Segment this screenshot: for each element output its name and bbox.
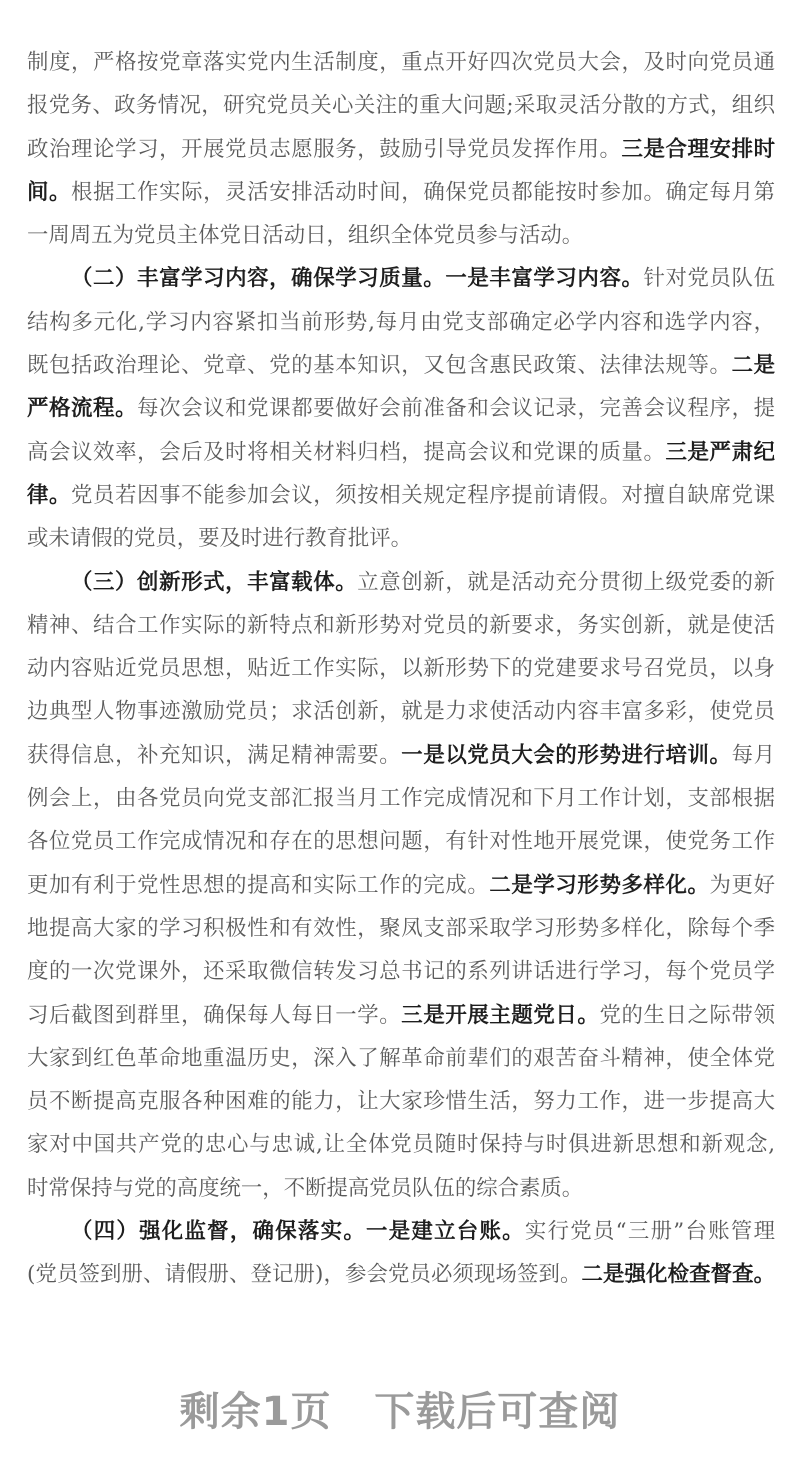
body-text: 每次会议和党课都要做好会前准备和会议记录，完善会议程序，提 [137, 396, 775, 422]
paragraph-3-line [27, 690, 775, 733]
body-text: 精神、结合工作实际的新特点和新形势对党员的新要求，务实创新，就是使活 [27, 612, 775, 638]
remaining-pages-text: 剩余1页 [179, 1389, 332, 1435]
body-text: 地提高大家的学习积极性和有效性，聚凤支部采取学习形势多样化，除每个季 [27, 915, 775, 941]
body-text: 既包括政治理论、党章、党的基本知识，又包含惠民政策、法律法规等。 [27, 353, 732, 379]
body-text: 立意创新，就是活动充分贯彻上级党委的新 [357, 569, 775, 595]
document-body [27, 41, 775, 1297]
body-text: 动内容贴近党员思想，贴近工作实际，以新形势下的党建要求号召党员，以身 [27, 656, 775, 682]
bold-heading-text: （三）创新形式，丰富载体。 [71, 569, 358, 595]
paragraph-2-line [27, 344, 775, 387]
body-text: 更加有利于党性思想的提高和实际工作的完成。 [27, 872, 490, 898]
bold-heading-text: 一是以党员大会的形势进行培训。 [401, 742, 732, 768]
bold-heading-text: 二是 [731, 353, 775, 379]
paragraph-4-line [27, 1210, 775, 1253]
bold-heading-text: 间。 [27, 179, 72, 205]
paragraph-3-line [27, 907, 775, 950]
body-text: 高会议效率，会后及时将相关材料归档，提高会议和党课的质量。 [27, 439, 666, 465]
body-text: 针对党员队伍 [643, 266, 775, 292]
bold-heading-text: （四）强化监督，确保落实。一是建立台账。 [71, 1219, 525, 1245]
paragraph-2-line [27, 474, 775, 517]
paragraph-2-line [27, 517, 775, 560]
body-text: (党员签到册、请假册、登记册)，参会党员必须现场签到。 [27, 1262, 582, 1288]
bold-heading-text: 三是严肃纪 [665, 439, 775, 465]
body-text: 政治理论学习，开展党员志愿服务，鼓励引导党员发挥作用。 [27, 136, 622, 162]
body-text: 各位党员工作完成情况和存在的思想问题，有针对性地开展党课，使党务工作 [27, 829, 775, 855]
paragraph-3-line [27, 1037, 775, 1080]
paragraph-1-line [27, 128, 775, 171]
bold-heading-text: 三是合理安排时 [621, 136, 775, 162]
body-text: 例会上，由各党员向党支部汇报当月工作完成情况和下月工作计划，支部根据 [27, 786, 775, 812]
body-text: 时常保持与党的高度统一，不断提高党员队伍的综合素质。 [27, 1175, 584, 1201]
paragraph-3-line [27, 647, 775, 690]
bold-heading-text: 三是开展主题党日。 [401, 1002, 600, 1028]
paragraph-3-line [27, 604, 775, 647]
body-text: 报党务、政务情况，研究党员关心关注的重大问题;采取灵活分散的方式，组织 [27, 93, 775, 119]
paragraph-3-line [27, 864, 775, 907]
body-text: 根据工作实际，灵活安排活动时间，确保党员都能按时参加。确定每月第 [71, 179, 775, 205]
paragraph-2-line [27, 387, 775, 430]
paragraph-3-line [27, 1167, 775, 1210]
paragraph-3-line [27, 820, 775, 863]
download-to-view-text[interactable]: 下载后可查阅 [374, 1389, 621, 1435]
bold-heading-text: 二是强化检查督查。 [581, 1262, 775, 1288]
body-text: 结构多元化,学习内容紧扣当前形势,每月由党支部确定必学内容和选学内容， [27, 309, 775, 335]
body-text: 边典型人物事迹激励党员；求活创新，就是力求使活动内容丰富多彩，使党员 [27, 699, 775, 725]
paragraph-1-line [27, 84, 775, 127]
body-text: 实行党员“三册”台账管理 [524, 1219, 775, 1245]
body-text: 度的一次党课外，还采取微信转发习总书记的系列讲话进行学习，每个党员学 [27, 959, 775, 985]
download-prompt[interactable] [0, 1380, 800, 1437]
bold-heading-text: （二）丰富学习内容，确保学习质量。一是丰富学习内容。 [71, 266, 644, 292]
body-text: 大家到红色革命地重温历史，深入了解革命前辈们的艰苦奋斗精神，使全体党 [27, 1045, 775, 1071]
body-text: 获得信息，补充知识，满足精神需要。 [27, 742, 402, 768]
paragraph-3-line [27, 1080, 775, 1123]
body-text: 家对中国共产党的忠心与忠诚,让全体党员随时保持与时俱进新思想和新观念, [27, 1132, 775, 1158]
body-text: 习后截图到群里，确保每人每日一学。 [27, 1002, 402, 1028]
paragraph-1-line [27, 171, 775, 214]
bold-heading-text: 严格流程。 [27, 396, 138, 422]
body-text: 为更好 [709, 872, 775, 898]
body-text: 党的生日之际带领 [599, 1002, 775, 1028]
bold-heading-text: 律。 [27, 482, 72, 508]
bold-heading-text: 二是学习形势多样化。 [489, 872, 710, 898]
body-text: 制度，严格按党章落实党内生活制度，重点开好四次党员大会，及时向党员通 [27, 50, 775, 75]
paragraph-4-line [27, 1253, 775, 1296]
paragraph-2-line [27, 257, 775, 300]
paragraph-3-line [27, 994, 775, 1037]
paragraph-3-line [27, 561, 775, 604]
paragraph-1-line [27, 41, 775, 84]
paragraph-1-line [27, 214, 775, 257]
paragraph-2-line [27, 431, 775, 474]
body-text: 员不断提高克服各种困难的能力，让大家珍惜生活，努力工作，进一步提高大 [27, 1089, 775, 1115]
paragraph-3-line [27, 950, 775, 993]
paragraph-3-line [27, 734, 775, 777]
paragraph-3-line [27, 777, 775, 820]
body-text: 每月 [731, 742, 775, 768]
body-text: 一周周五为党员主体党日活动日，组织全体党员参与活动。 [27, 223, 584, 249]
paragraph-2-line [27, 301, 775, 344]
body-text: 党员若因事不能参加会议，须按相关规定程序提前请假。对擅自缺席党课 [71, 482, 775, 508]
paragraph-3-line [27, 1123, 775, 1166]
body-text: 或未请假的党员，要及时进行教育批评。 [27, 526, 413, 552]
